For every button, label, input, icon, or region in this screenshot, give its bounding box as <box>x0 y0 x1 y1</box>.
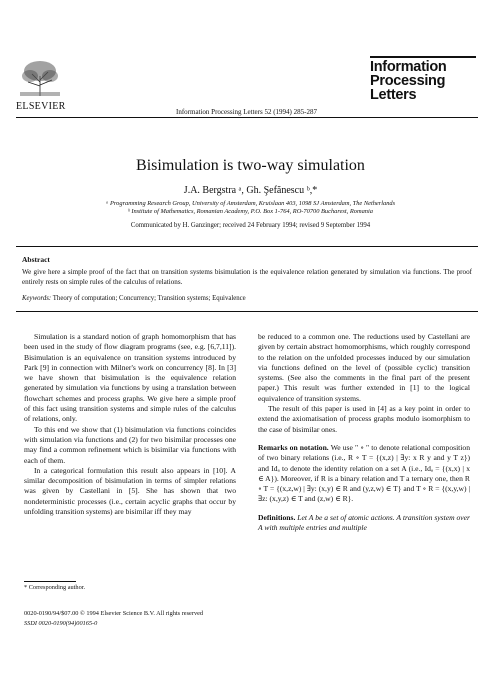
header-divider <box>16 117 478 118</box>
remarks-text: We use " ∘ " to denote relational composition of two binary relations (i.e., R ∘ T = {(x,z) | ∃y: x R y and y T z}) and Idₐ to denote the identity relation on a set A (i.e., Idₐ = {(x,x) | x ∈ A}). Moreover, if R is a binary relation and T a ternary one, then R ∘ T = {(x,z,w) | ∃y: (x,y) ∈ R and (y,z,w) ∈ T} and T ∘ R = {(x,y,w) | ∃z: (x,y,z) ∈ T and (z,w) ∈ R}. <box>258 442 471 504</box>
publisher-name: ELSEVIER <box>16 101 66 112</box>
communicated-line: Communicated by H. Ganzinger; received 24 February 1994; revised 9 September 1994 <box>130 222 371 229</box>
footnote: * Corresponding author. <box>24 584 86 591</box>
remarks-heading: Remarks on notation. <box>258 442 329 452</box>
brand-line-3: Letters <box>370 87 417 103</box>
definitions-heading: Definitions. <box>258 512 296 522</box>
abstract-heading: Abstract <box>22 255 50 264</box>
keywords-text: Theory of computation; Concurrency; Transition systems; Equivalence <box>52 295 246 302</box>
definitions-paragraph <box>258 513 470 534</box>
keywords-label: Keywords: <box>22 295 52 302</box>
left-paragraph-1: Simulation is a standard notion of graph homomorphism that has been used in the study of flow diagram programs (see, e.g. [6,7,11]). Bisimulation is an equivalence on transition systems introduced by Park [9] in connection with Milner's work on concurrency [8]. In [3] we have shown that bisimulation is the equivalence relation generated by simulation via functions by using a translation between flowchart schemes and process graphs. We give here a simple proof of this fact using transition systems and simple rules of the calculus of relations, only. <box>24 332 236 424</box>
remarks-paragraph <box>258 443 470 505</box>
article-authors: J.A. Bergstra ᵃ, Gh. Şefănescu ᵇ,* <box>183 185 318 196</box>
copyright-line: 0020-0190/94/$07.00 © 1994 Elsevier Science B.V. All rights reserved <box>24 610 204 617</box>
keywords-line <box>22 295 246 302</box>
affiliation-b: ᵇ Institute of Mathematics, Romanian Academy, P.O. Box 1-764, RO-70700 Bucharest, Romania <box>128 208 373 215</box>
definitions-text: Let A be a set of atomic actions. A transition system over A with multiple entries and multiple <box>258 512 470 533</box>
journal-citation: Information Processing Letters 52 (1994) 285-287 <box>176 108 317 116</box>
ssdi-line: SSDI 0020-0190(94)00165-0 <box>24 620 98 627</box>
abstract-bottom-rule <box>16 311 478 312</box>
brand-line-2: Processing <box>370 73 446 89</box>
footnote-rule <box>24 581 76 582</box>
right-paragraph-1: be reduced to a common one. The reductions used by Castellani are given by certain abstract homomorphisms, which roughly correspond to the relation on the unfolded processes induced by our simulation via functions defined on the level of (possible cyclic) transition systems. (See also the comments in the final part of the present paper.) This result was further extended in [1] to the logical equivalence of transition systems. <box>258 332 470 403</box>
article-title: Bisimulation is two-way simulation <box>136 157 365 174</box>
right-column <box>258 332 470 533</box>
brand-line-1: Information <box>370 59 447 75</box>
left-paragraph-2: To this end we show that (1) bisimulation via functions coincides with simulation via functions and (2) for two bisimilar processes one may find a common refinement which is bisimilar via functions with each of them. <box>24 424 236 465</box>
brand-rule <box>370 56 476 58</box>
abstract-text: We give here a simple proof of the fact that on transition systems bisimulation is the equivalence relation generated by simulation via functions. The proof entirely rests on simple rules of the calculus of relations. <box>22 268 472 287</box>
journal-brand <box>370 60 474 102</box>
affiliation-a: ᵃ Programming Research Group, University of Amsterdam, Kruislaan 403, 1098 SJ Amsterdam, The Netherlands <box>105 200 396 207</box>
left-column <box>24 332 236 517</box>
elsevier-tree-logo <box>18 58 62 98</box>
left-paragraph-3: In a categorical formulation this result also appears in [10]. A similar decomposition of bisimulation in terms of simpler relations was given by Castellani in [5]. She has shown that two nondeterministic processes (i.e., certain acyclic graphs that occur by unfolding transition systems) are bisimilar iff they may <box>24 465 236 517</box>
abstract-top-rule <box>16 246 478 247</box>
right-paragraph-2: The result of this paper is used in [4] as a key point in order to extend the axiomatisation of process graphs modulo isomorphism to the case of bisimilar ones. <box>258 404 470 434</box>
